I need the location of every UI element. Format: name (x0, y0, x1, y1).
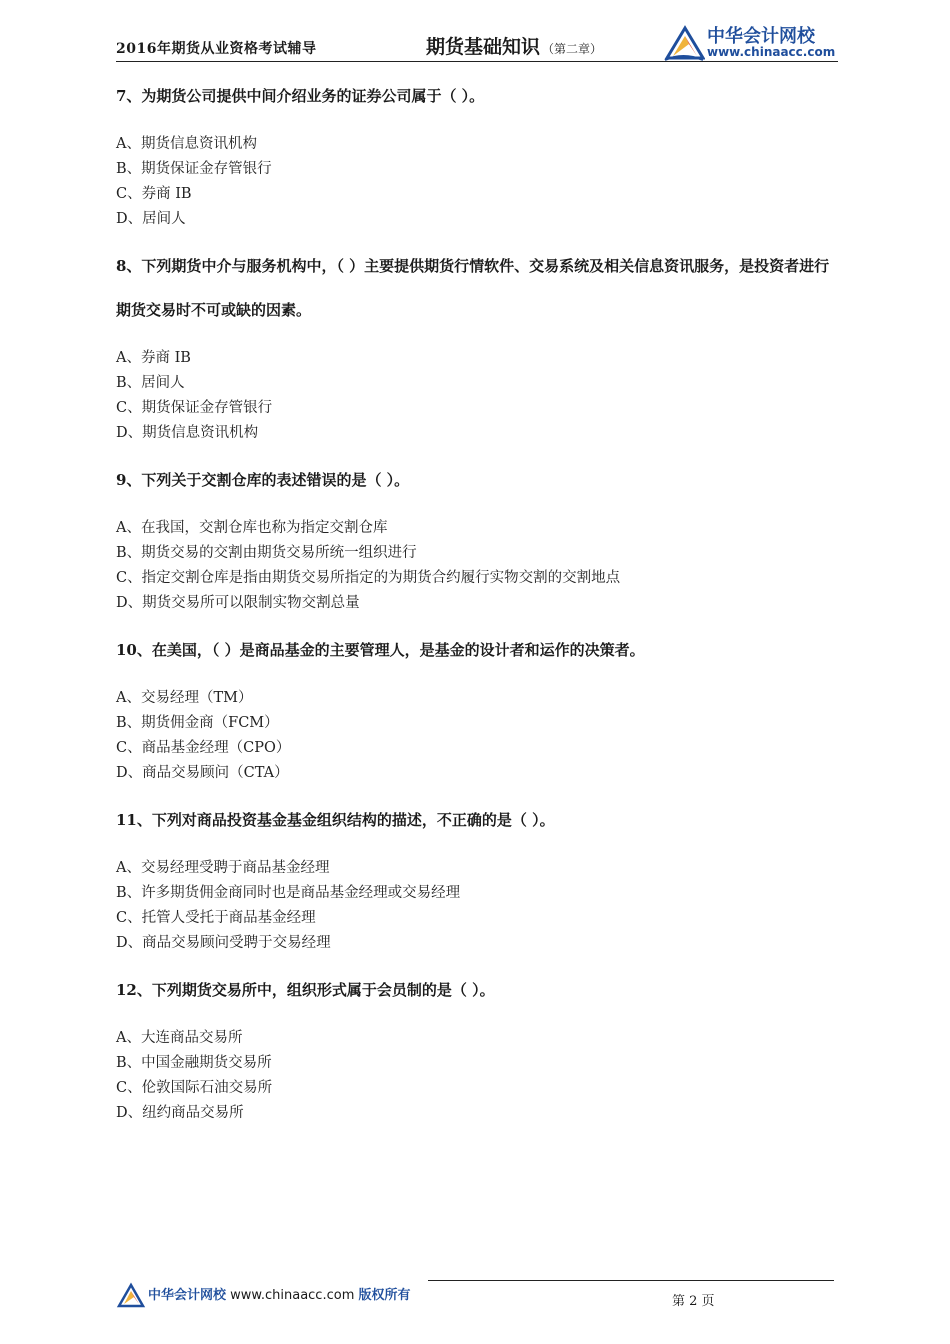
answer-option: A、交易经理受聘于商品基金经理 (116, 860, 330, 876)
question-stem: 9、下列关于交割仓库的表述错误的是（ ）。 (116, 471, 410, 489)
footer-rights: 版权所有 (358, 1288, 411, 1303)
answer-option: A、在我国，交割仓库也称为指定交割仓库 (116, 520, 388, 536)
answer-option: A、期货信息资讯机构 (116, 136, 257, 152)
footer-url: www.chinaacc.com (230, 1288, 355, 1303)
question-item (116, 798, 840, 956)
answer-option: A、大连商品交易所 (116, 1030, 243, 1046)
question-stem: 11、下列对商品投资基金基金组织结构的描述，不正确的是（ ）。 (116, 811, 555, 829)
question-item (116, 458, 840, 616)
answer-option: B、中国金融期货交易所 (116, 1055, 272, 1071)
question-stem: 8、下列期货中介与服务机构中，（ ）主要提供期货行情软件、交易系统及相关信息资讯服务，是投资者进行期货交易时不可或缺的因素。 (116, 257, 830, 319)
question-item (116, 628, 840, 786)
answer-option: B、期货保证金存管银行 (116, 161, 272, 177)
subject-name: 期货基础知识 (426, 36, 541, 58)
question-stem: 7、为期货公司提供中间介绍业务的证券公司属于（ ）。 (116, 87, 485, 105)
question-item (116, 244, 840, 446)
header-divider (116, 61, 838, 62)
answer-option: C、券商 IB (116, 186, 192, 202)
footer-divider (428, 1280, 834, 1281)
footer-logo-icon (116, 1280, 146, 1310)
answer-option: A、交易经理（TM） (116, 690, 253, 706)
question-stem: 10、在美国，（ ）是商品基金的主要管理人，是基金的设计者和运作的决策者。 (116, 641, 645, 659)
question-list (116, 74, 840, 1138)
page-number: 第 2 页 (672, 1294, 715, 1309)
question-item (116, 74, 840, 232)
answer-option: C、期货保证金存管银行 (116, 400, 273, 416)
subject-title (426, 32, 602, 59)
question-stem: 12、下列期货交易所中，组织形式属于会员制的是（ ）。 (116, 981, 495, 999)
answer-option: B、期货佣金商（FCM） (116, 715, 279, 731)
answer-option: B、许多期货佣金商同时也是商品基金经理或交易经理 (116, 885, 461, 901)
chinaacc-logo (663, 22, 841, 62)
logo-url: www.chinaacc.com (707, 45, 836, 59)
answer-option: D、商品交易顾问受聘于交易经理 (116, 935, 331, 951)
answer-option: C、伦敦国际石油交易所 (116, 1080, 273, 1096)
answer-option: D、居间人 (116, 211, 186, 227)
logo-mark-icon (663, 22, 705, 62)
answer-option: C、商品基金经理（CPO） (116, 740, 291, 756)
answer-option: D、期货交易所可以限制实物交割总量 (116, 595, 360, 611)
answer-option: B、居间人 (116, 375, 185, 391)
page-footer (116, 1276, 838, 1316)
footer-brand (148, 1284, 411, 1303)
answer-option: B、期货交易的交割由期货交易所统一组织进行 (116, 545, 417, 561)
chapter-label: （第二章） (542, 42, 603, 56)
answer-option: D、纽约商品交易所 (116, 1105, 244, 1121)
footer-brand-name: 中华会计网校 (148, 1288, 227, 1303)
exam-title: 2016年期货从业资格考试辅导 (116, 41, 317, 57)
answer-option: C、指定交割仓库是指由期货交易所指定的为期货合约履行实物交割的交割地点 (116, 570, 621, 586)
logo-name: 中华会计网校 (707, 26, 815, 47)
answer-option: A、券商 IB (116, 350, 191, 366)
answer-option: D、期货信息资讯机构 (116, 425, 259, 441)
answer-option: C、托管人受托于商品基金经理 (116, 910, 316, 926)
page-header (116, 22, 838, 62)
question-item (116, 968, 840, 1126)
answer-option: D、商品交易顾问（CTA） (116, 765, 289, 781)
